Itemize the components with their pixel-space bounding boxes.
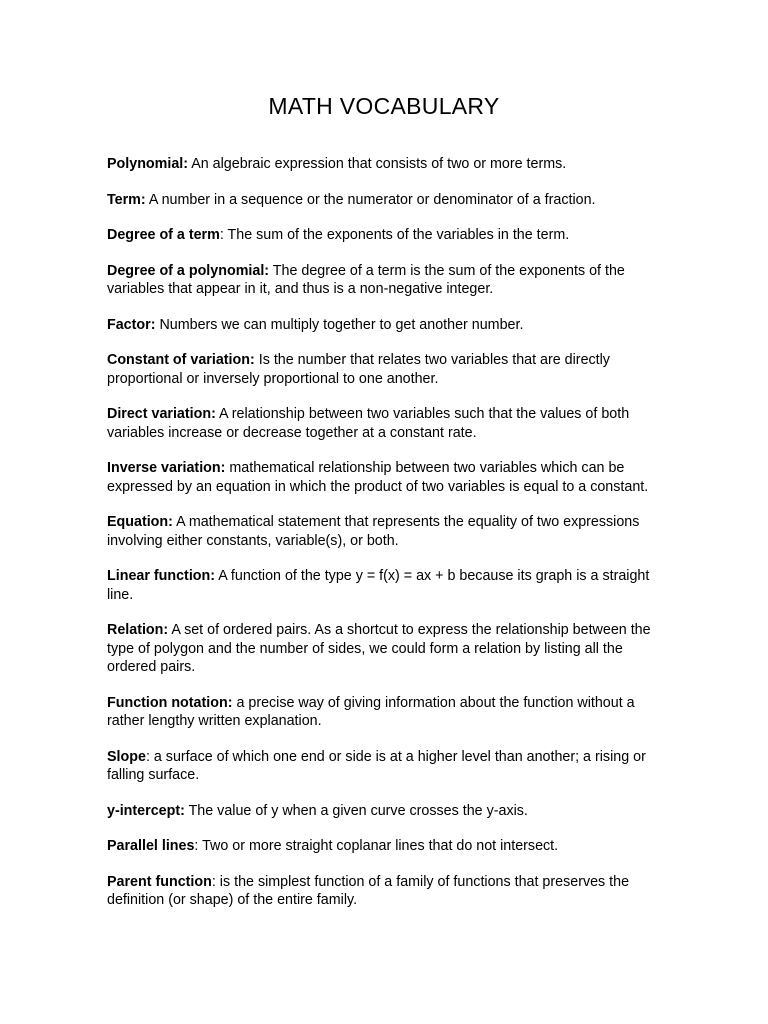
vocab-definition: mathematical relationship between two variables which can be expressed by an equation in which the product of two variables is equal to a constant. [107, 460, 649, 495]
vocab-entry-inverse-variation [107, 459, 667, 496]
page-title: MATH VOCABULARY [268, 93, 500, 119]
vocab-term: Function notation: [107, 694, 233, 711]
vocab-entry-relation [107, 621, 667, 677]
vocab-term: Degree of a polynomial: [107, 262, 270, 279]
vocab-entry-y-intercept [107, 802, 667, 821]
vocab-term: Factor: [107, 316, 156, 333]
vocab-definition: The value of y when a given curve crosses the y-axis. [184, 802, 528, 819]
vocab-entry-equation [107, 513, 667, 550]
vocab-definition: : is the simplest function of a family of functions that preserves the definition (or shape) of the entire family. [107, 873, 630, 908]
vocab-entry-slope [107, 748, 667, 785]
vocab-term: Linear function: [107, 568, 216, 584]
vocab-term: Inverse variation: [107, 460, 226, 476]
vocab-term: y-intercept: [107, 802, 185, 819]
vocab-definition: A number in a sequence or the numerator or denominator of a fraction. [145, 191, 596, 208]
vocab-definition: A function of the type y = f(x) = ax + b because its graph is a straight line. [107, 568, 650, 603]
vocab-entry-degree-of-polynomial [107, 262, 667, 299]
vocab-entry-polynomial [107, 155, 667, 174]
vocab-definition: : a surface of which one end or side is at a higher level than another; a rising or falling surface. [107, 748, 646, 783]
vocab-definition: A relationship between two variables such that the values of both variables increase or decrease together at a constant rate. [107, 406, 630, 441]
vocab-definition: A set of ordered pairs. As a shortcut to express the relationship between the type of polygon and the number of sides, we could form a relation by listing all the ordered pairs. [107, 622, 651, 675]
vocab-entry-function-notation [107, 694, 667, 731]
vocab-definition: An algebraic expression that consists of two or more terms. [188, 156, 567, 172]
vocab-definition: Is the number that relates two variables that are directly proportional or inversely proportional to one another. [107, 352, 610, 387]
vocab-term: Parent function [107, 873, 212, 890]
vocab-entry-factor [107, 316, 667, 335]
vocab-term: Term: [107, 191, 146, 208]
vocab-entry-parent-function [107, 873, 667, 910]
vocab-entry-term [107, 191, 667, 210]
vocab-entry-degree-of-term [107, 226, 667, 245]
vocab-definition: : The sum of the exponents of the variables in the term. [219, 227, 570, 243]
vocab-entry-direct-variation [107, 405, 667, 442]
vocab-definition: The degree of a term is the sum of the exponents of the variables that appear in it, and thus is a non-negative integer. [107, 262, 625, 297]
vocab-definition: Numbers we can multiply together to get another number. [155, 316, 524, 333]
vocab-term: Constant of variation: [107, 352, 255, 368]
vocab-entry-linear-function [107, 567, 667, 604]
vocab-entry-parallel-lines [107, 837, 667, 856]
vocab-definition: a precise way of giving information about the function without a rather lengthy written explanation. [107, 694, 635, 729]
vocab-term: Parallel lines [107, 838, 195, 854]
vocab-term: Slope [107, 748, 146, 765]
vocabulary-list [107, 155, 667, 927]
vocab-term: Equation: [107, 514, 173, 530]
vocab-term: Relation: [107, 622, 169, 638]
vocab-term: Degree of a term [107, 227, 220, 243]
vocab-definition: A mathematical statement that represents the equality of two expressions involving either constants, variable(s), or both. [107, 514, 640, 549]
vocab-term: Polynomial: [107, 156, 189, 172]
vocab-term: Direct variation: [107, 406, 216, 422]
vocab-definition: : Two or more straight coplanar lines that do not intersect. [194, 838, 559, 854]
vocab-entry-constant-of-variation [107, 351, 667, 388]
